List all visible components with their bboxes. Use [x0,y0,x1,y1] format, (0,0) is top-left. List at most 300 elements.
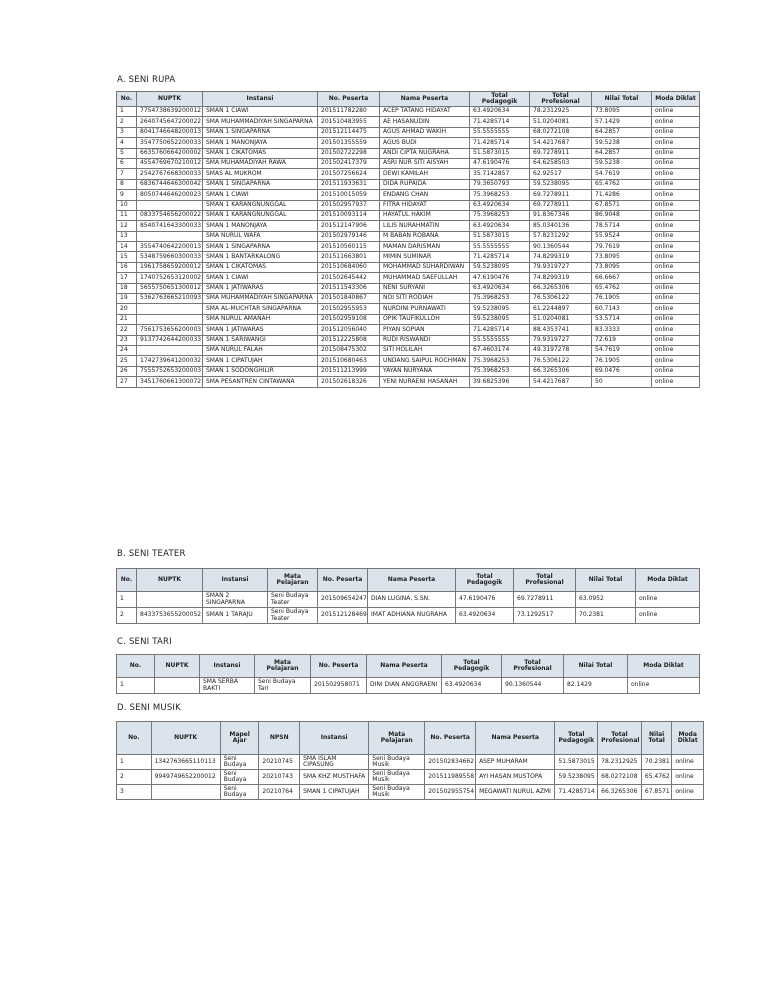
table-cell: online [652,221,700,231]
table-cell: SMAN 1 SINGAPARNA [203,127,318,137]
table-cell: 51.0204081 [530,117,592,127]
table-cell: SMA MUHAMMADIYAH SINGAPARNA [203,294,318,304]
table-cell: 201502955953 [318,304,380,314]
table-cell: NOI SITI RODIAH [380,294,470,304]
table-cell: 51.0204081 [530,314,592,324]
table-cell: 59.5238095 [530,179,592,189]
column-header: Total Pedagogik [456,569,514,592]
table-cell: online [652,283,700,293]
table-cell: online [652,210,700,220]
table-cell: 201507256624 [318,169,380,179]
table-cell: 67.8571 [592,200,652,210]
table-cell: 201502957937 [318,200,380,210]
table-cell: 2 [117,608,137,624]
table-cell: SMAN 1 SINGAPARNA [203,179,318,189]
column-header: Instansi [203,92,318,107]
table-cell: 63.4920634 [442,678,502,694]
table-cell: MUHAMMAD SAEFULLAH [380,273,470,283]
table-cell: 69.7278911 [530,148,592,158]
table-cell: 54.7619 [592,345,652,355]
table-cell: 70.2381 [576,608,636,624]
table-cell: SMAN 1 CIKATOMAS [203,148,318,158]
table-cell: 47.6190476 [470,158,530,168]
table-cell: 63.4920634 [456,608,514,624]
table-cell: 201510684060 [318,262,380,272]
table-cell: 76.5306122 [530,294,592,304]
table-cell: 74.8299319 [530,252,592,262]
column-header: Instansi [203,569,268,592]
table-cell: SMAN 1 SINGAPARNA [203,242,318,252]
table-cell: 59.5238095 [470,314,530,324]
table-cell: DINI DIAN ANGGRAENI [367,678,442,694]
table-cell: 18 [117,283,137,293]
table-cell: 70.2381 [641,755,672,770]
table-cell: DEWI KAMILAH [380,169,470,179]
table-cell: SMA MUHAMADIYAH RAWA [203,158,318,168]
table-cell: 59.5238095 [470,262,530,272]
table-cell [137,231,203,241]
table-cell: ASRI NUR SITI AISYAH [380,158,470,168]
table-cell: 201502958071 [311,678,367,694]
table-row [117,770,704,785]
table-cell: 54.4217687 [530,138,592,148]
column-header: No. [117,655,155,678]
table-cell: 2542767668300033 [137,169,203,179]
table-cell: 23 [117,335,137,345]
table-row [117,377,700,387]
table-cell: online [652,242,700,252]
table-cell: 51.5873015 [470,148,530,158]
table-cell: 5348759660300033 [137,252,203,262]
table-cell: SMAN 1 KARANGNUNGGAL [203,200,318,210]
table-cell: 49.3197278 [530,345,592,355]
table-cell: 201502959108 [318,314,380,324]
table-cell: online [652,356,700,366]
table-row [117,138,700,148]
table-cell: 201510015059 [318,190,380,200]
table-cell: Seni Budaya [220,770,259,785]
table-cell: SMA NURUL FALAH [203,345,318,355]
table-row [117,356,700,366]
table-cell: 27 [117,377,137,387]
table-cell: 201502645442 [318,273,380,283]
table-cell: 8050744646200023 [137,190,203,200]
table-cell: 201502618326 [318,377,380,387]
table-row [117,678,700,694]
column-header: Nama Peserta [476,722,555,755]
column-header: NUPTK [137,92,203,107]
table-cell: SMA SERBA BAKTI [200,678,255,694]
table-cell: SMAN 1 KARANGNUNGGAL [203,210,318,220]
table-cell: OPIK TAUFIKULLOH [380,314,470,324]
column-header: NPSN [259,722,300,755]
table-cell: 3547750652200033 [137,138,203,148]
table-cell: 63.4920634 [470,107,530,117]
table-cell: SMA ISLAM CIPASUNG [300,755,369,770]
table-cell: online [628,678,700,694]
table-cell: 15 [117,252,137,262]
table-cell: AGUS AHMAD WAKIH [380,127,470,137]
table-cell: 74.8299319 [530,273,592,283]
table-cell: FITRA HIDAYAT [380,200,470,210]
table-row [117,785,704,800]
table-cell: ACEP TATANG HIDAYAT [380,107,470,117]
table-cell: RUDI RISWANDI [380,335,470,345]
table-row [117,592,700,608]
table-cell: 75.3968253 [470,190,530,200]
table-cell: Seni Budaya [220,785,259,800]
table-cell: online [652,377,700,387]
table-cell: 54.7619 [592,169,652,179]
table-cell: 201511782280 [318,107,380,117]
table-cell: 201501355559 [318,138,380,148]
table-cell: 68.0272108 [530,127,592,137]
table-cell [137,345,203,355]
table-cell: 1 [117,107,137,117]
table-cell: 63.0952 [576,592,636,608]
table-cell: SMAN 1 CIAWI [203,273,318,283]
table-cell: 57.8231292 [530,231,592,241]
table-cell: 69.7278911 [514,592,576,608]
table-cell: 71.4285714 [470,325,530,335]
column-header: NUPTK [137,569,203,592]
column-header: NUPTK [155,655,200,678]
table-cell: SMAN 1 SARIWANGI [203,335,318,345]
table-row [117,190,700,200]
table-cell: 12 [117,221,137,231]
table-cell: 66.3265306 [530,366,592,376]
table-cell: 201512056040 [318,325,380,335]
table-cell: 201511933631 [318,179,380,189]
table-cell: 201502417379 [318,158,380,168]
section-title-seni-tari: C. SENI TARI [117,637,172,647]
table-cell: 71.4285714 [470,138,530,148]
column-header: Moda Diklat [652,92,700,107]
table-cell: 76.5306122 [530,356,592,366]
table-cell: 7555752653200003 [137,366,203,376]
table-cell: SMA MUHAMMADIYAH SINGAPARNA [203,117,318,127]
table-cell: 69.0476 [592,366,652,376]
column-header: Mata Pelajaran [369,722,425,755]
table-cell: 201510483955 [318,117,380,127]
table-row [117,231,700,241]
table-cell: online [652,325,700,335]
table-seni-tari [116,654,700,694]
table-cell: 63.4920634 [470,283,530,293]
table-cell: 71.4285714 [470,252,530,262]
column-header: Moda Diklat [628,655,700,678]
table-row [117,221,700,231]
table-cell: online [652,179,700,189]
column-header: Total Profesional [598,722,642,755]
table-cell: 1961758659200012 [137,262,203,272]
table-cell: Seni Budaya Teater [268,608,318,624]
column-header: Nama Peserta [368,569,456,592]
column-header: Total Profesional [530,92,592,107]
table-cell: SMAN 1 MANONJAYA [203,138,318,148]
table-cell: ASEP MUHARAM [476,755,555,770]
table-cell: NENI SURYANI [380,283,470,293]
table-cell [137,592,203,608]
table-cell: 65.4762 [641,770,672,785]
table-cell [151,785,220,800]
table-header-row [117,92,700,107]
table-cell: 6635760664200002 [137,148,203,158]
table-cell: 75.3968253 [470,210,530,220]
table-cell: 63.4920634 [470,221,530,231]
table-header-row [117,722,704,755]
table-cell: online [652,158,700,168]
table-seni-musik [116,721,704,800]
table-cell: 9949749652200012 [151,770,220,785]
table-cell: 79.9319727 [530,335,592,345]
table-cell: online [636,592,700,608]
table-cell: 1 [117,755,152,770]
column-header: No. Peserta [311,655,367,678]
table-cell: 3554740642200013 [137,242,203,252]
table-cell: SMA AL-MUCHTAR SINGAPARNA [203,304,318,314]
table-cell: online [652,231,700,241]
table-cell: 91.8367346 [530,210,592,220]
table-cell: SMAN 1 CIPATUJAH [300,785,369,800]
table-cell: YENI NURAENI HASANAH [380,377,470,387]
table-cell: 6836744646300042 [137,179,203,189]
table-cell: IMAT ADHIANA NUGRAHA [368,608,456,624]
table-row [117,200,700,210]
table-cell: 201502722298 [318,148,380,158]
table-cell: 76.1905 [592,356,652,366]
table-cell [137,304,203,314]
table-cell: 8041746648200013 [137,127,203,137]
column-header: Total Pedagogik [442,655,502,678]
table-cell: 69.7278911 [530,200,592,210]
table-cell: 73.8095 [592,252,652,262]
table-cell: ENDANG CHAN [380,190,470,200]
table-cell: 8433753655200052 [137,608,203,624]
table-cell: 72.619 [592,335,652,345]
table-cell: 86.9048 [592,210,652,220]
table-cell: SMAN 1 MANONJAYA [203,221,318,231]
table-cell: 1742739641200032 [137,356,203,366]
table-cell: 13 [117,231,137,241]
table-cell: online [652,252,700,262]
table-cell: 20210745 [259,755,300,770]
table-cell: AE HASANUDIN [380,117,470,127]
column-header: No. Peserta [318,569,368,592]
table-cell: 75.3968253 [470,356,530,366]
table-cell: MAMAN DARISMAN [380,242,470,252]
table-cell: SMAN 1 CIPATUJAH [203,356,318,366]
table-cell: online [636,608,700,624]
table-cell [137,200,203,210]
table-cell: AYI HASAN MUSTOPA [476,770,555,785]
table-cell: 67.8571 [641,785,672,800]
table-cell: 9137742644200033 [137,335,203,345]
table-cell: 3 [117,785,152,800]
table-cell: online [652,169,700,179]
table-row [117,304,700,314]
table-cell: online [652,107,700,117]
table-cell: 64.6258503 [530,158,592,168]
table-cell: 78.2312925 [530,107,592,117]
column-header: Instansi [300,722,369,755]
table-cell: UNDANG SAIPUL ROCHMAN [380,356,470,366]
table-cell: online [652,127,700,137]
table-cell: 1 [117,592,137,608]
table-cell: 64.2857 [592,148,652,158]
table-cell: 71.4286 [592,190,652,200]
table-cell [155,678,200,694]
table-cell: 59.5238 [592,158,652,168]
table-cell: 83.3333 [592,325,652,335]
table-cell: 71.4285714 [470,117,530,127]
table-cell: 6 [117,158,137,168]
table-cell: 78.2312925 [598,755,642,770]
table-cell: DIAN LUGINA, S.SN. [368,592,456,608]
column-header: Nilai Total [592,92,652,107]
table-row [117,252,700,262]
table-row [117,366,700,376]
section-title-seni-rupa: A. SENI RUPA [117,75,176,85]
table-cell: 21 [117,314,137,324]
column-header: Mata Pelajaran [255,655,311,678]
table-row [117,158,700,168]
column-header: Moda Diklat [636,569,700,592]
table-cell: SMAN 2 SINGAPARNA [203,592,268,608]
table-cell: 51.5873015 [555,755,598,770]
table-cell: SMAN 1 CIKATOMAS [203,262,318,272]
table-cell: SMA NURUL WAFA [203,231,318,241]
table-cell: 47.6190476 [470,273,530,283]
table-cell: AGUS BUDI [380,138,470,148]
table-cell: 55.5555555 [470,242,530,252]
table-row [117,314,700,324]
table-cell: 1342763665110113 [151,755,220,770]
table-cell: 201502834662 [425,755,476,770]
table-cell: 35.7142857 [470,169,530,179]
table-cell: 22 [117,325,137,335]
table-cell: 25 [117,356,137,366]
table-cell: online [652,304,700,314]
table-cell: 82.1429 [564,678,628,694]
table-cell: 65.4762 [592,179,652,189]
table-cell: 14 [117,242,137,252]
table-row [117,242,700,252]
table-cell: 61.2244897 [530,304,592,314]
table-cell: 68.0272108 [598,770,642,785]
table-cell: 5655750651300012 [137,283,203,293]
column-header: No. [117,569,137,592]
table-cell: 4 [117,138,137,148]
table-row [117,127,700,137]
table-cell: 54.4217687 [530,377,592,387]
column-header: Nama Peserta [380,92,470,107]
table-cell: 65.4762 [592,283,652,293]
table-cell: 73.1292517 [514,608,576,624]
table-cell: SMA KHZ MUSTHAFA [300,770,369,785]
table-cell: PIYAN SOPIAN [380,325,470,335]
table-row [117,755,704,770]
table-cell: SITI HOLILAH [380,345,470,355]
table-cell: online [652,117,700,127]
table-cell: 8 [117,179,137,189]
table-cell: 7754738639200012 [137,107,203,117]
table-cell: 201510560115 [318,242,380,252]
table-cell: 66.3265306 [530,283,592,293]
table-cell: 67.4603174 [470,345,530,355]
table-cell: online [652,273,700,283]
table-row [117,273,700,283]
table-seni-rupa [116,91,700,388]
table-cell: 79.9319727 [530,262,592,272]
table-cell: 66.3265306 [598,785,642,800]
column-header: Nama Peserta [367,655,442,678]
table-cell: 1 [117,678,155,694]
table-cell: 90.1360544 [502,678,564,694]
table-cell: 79.7619 [592,242,652,252]
column-header: Nilai Total [641,722,672,755]
table-cell: online [652,262,700,272]
table-cell: DIDA RUPAIDA [380,179,470,189]
table-row [117,262,700,272]
table-cell: 88.4353741 [530,325,592,335]
table-cell: online [652,314,700,324]
table-cell: 10 [117,200,137,210]
column-header: Total Pedagogik [555,722,598,755]
table-cell: online [652,190,700,200]
table-cell: 73.8095 [592,262,652,272]
table-cell: 201512147906 [318,221,380,231]
table-cell: 60.7143 [592,304,652,314]
column-header: NUPTK [151,722,220,755]
table-header-row [117,655,700,678]
column-header: Nilai Total [564,655,628,678]
table-cell: SMAN 1 BANTARKALONG [203,252,318,262]
table-cell: 47.6190476 [456,592,514,608]
table-cell: 75.3968253 [470,294,530,304]
table-cell: 53.5714 [592,314,652,324]
table-cell: 55.9524 [592,231,652,241]
table-cell: 201512114475 [318,127,380,137]
table-cell: Seni Budaya Tari [255,678,311,694]
table-cell: SMAN 1 CIAWI [203,107,318,117]
column-header: Total Profesional [514,569,576,592]
table-row [117,148,700,158]
column-header: No. [117,92,137,107]
table-cell: 55.5555555 [470,127,530,137]
table-cell: 78.5714 [592,221,652,231]
table-cell: 2640745647200022 [137,117,203,127]
column-header: No. Peserta [425,722,476,755]
column-header: Total Pedagogik [470,92,530,107]
table-cell: 9 [117,190,137,200]
table-cell: 59.5238095 [470,304,530,314]
table-seni-teater [116,568,700,624]
column-header: Mata Pelajaran [268,569,318,592]
column-header: Instansi [200,655,255,678]
table-row [117,283,700,293]
table-cell: online [652,294,700,304]
table-cell: 1740752653120002 [137,273,203,283]
column-header: Moda Diklat [672,722,704,755]
table-cell: 85.0340136 [530,221,592,231]
table-cell: online [672,785,704,800]
column-header: No. [117,722,152,755]
table-cell: 17 [117,273,137,283]
table-cell: 201510680463 [318,356,380,366]
table-cell: YAYAN NURYANA [380,366,470,376]
table-cell: 75.3968253 [470,366,530,376]
